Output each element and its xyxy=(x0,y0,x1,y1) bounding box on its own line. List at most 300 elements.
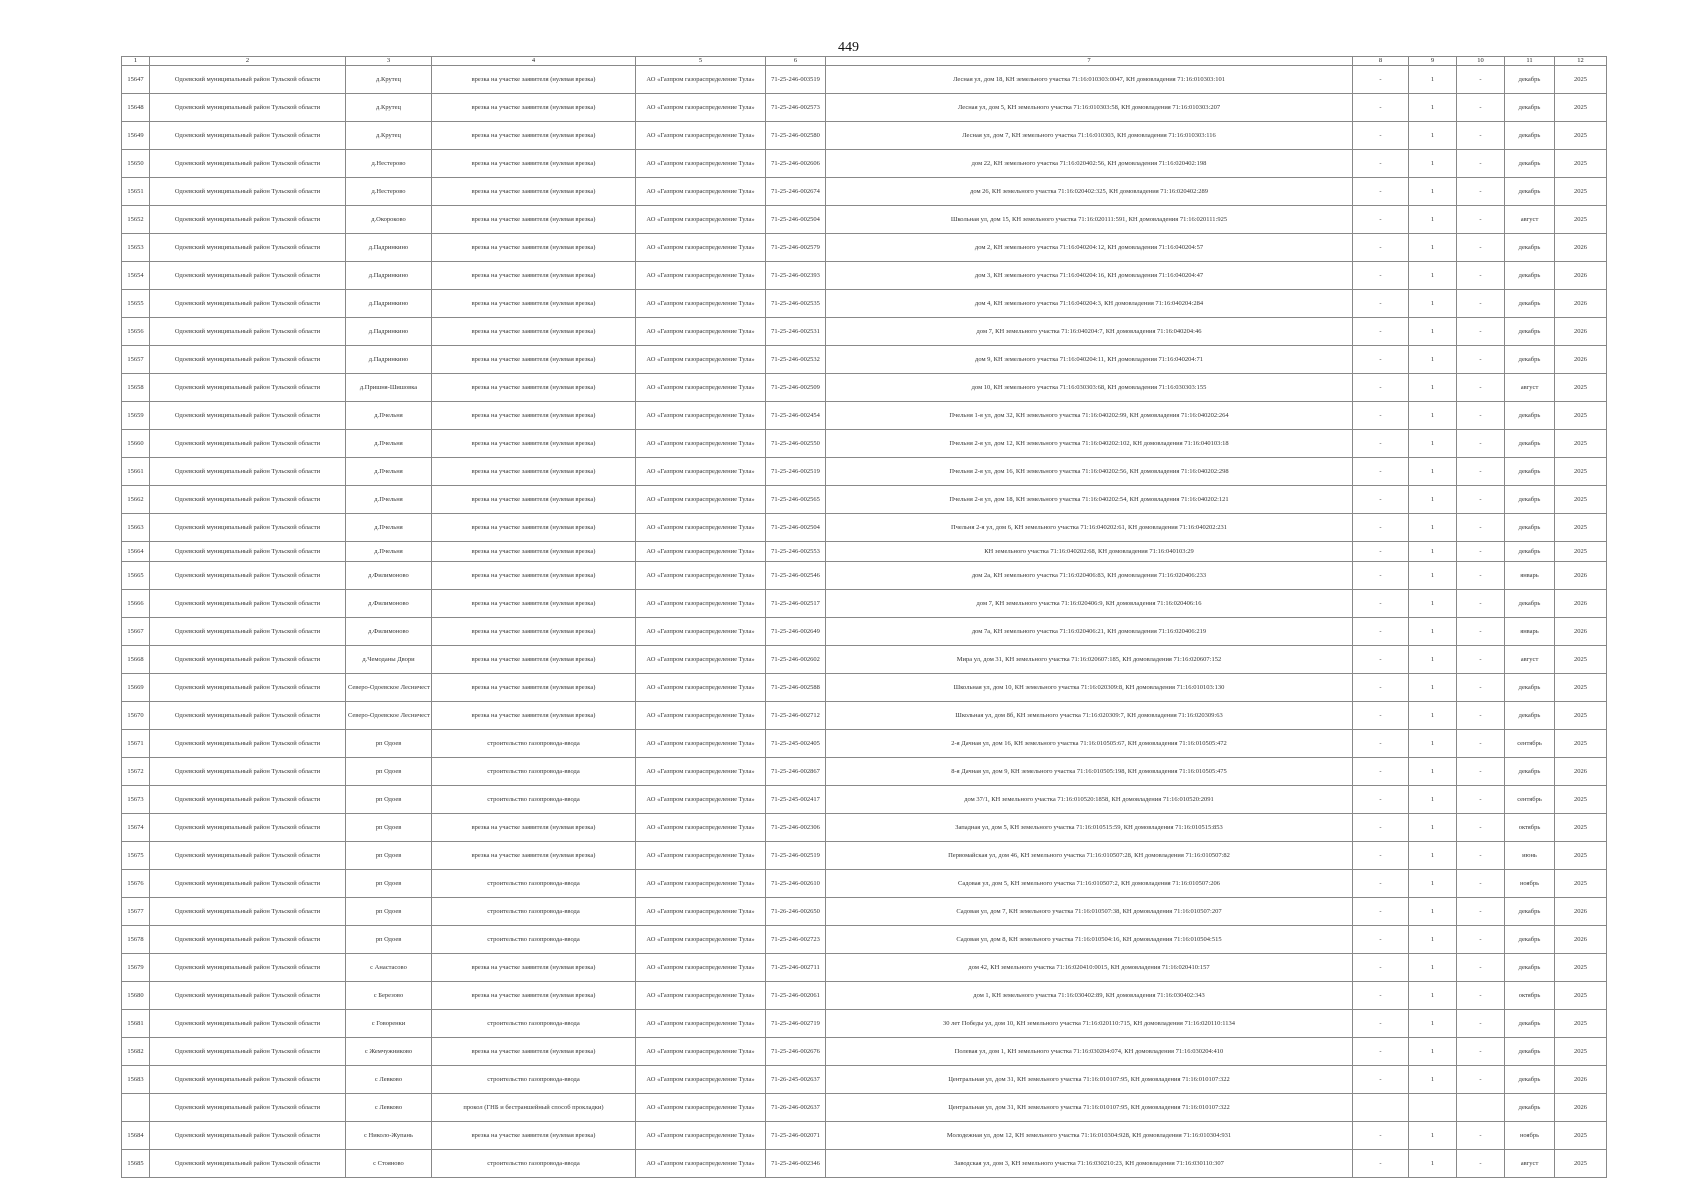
col10-cell: - xyxy=(1457,674,1505,702)
month-cell: январь xyxy=(1505,618,1555,646)
col8-cell: - xyxy=(1353,514,1409,542)
district-cell: Одоевский муниципальный район Тульской области xyxy=(150,542,346,562)
code-cell: 71-25-246-002588 xyxy=(766,674,826,702)
col8-cell: - xyxy=(1353,94,1409,122)
year-cell: 2025 xyxy=(1555,430,1607,458)
work-type-cell: врезка на участке заявителя (нулевая врезка) xyxy=(432,430,636,458)
organization-cell: АО «Газпром газораспределение Тула» xyxy=(636,402,766,430)
month-cell: декабрь xyxy=(1505,898,1555,926)
column-number: 6 xyxy=(766,57,826,66)
col8-cell: - xyxy=(1353,542,1409,562)
col8-cell: - xyxy=(1353,290,1409,318)
district-cell: Одоевский муниципальный район Тульской области xyxy=(150,674,346,702)
year-cell: 2025 xyxy=(1555,954,1607,982)
table-row xyxy=(122,590,1607,618)
work-type-cell: строительство газопровода-ввода xyxy=(432,898,636,926)
quantity-cell: 1 xyxy=(1409,178,1457,206)
col8-cell: - xyxy=(1353,814,1409,842)
work-type-cell: врезка на участке заявителя (нулевая врезка) xyxy=(432,646,636,674)
address-cell: 8-я Дачная ул, дом 9, КН земельного участка 71:16:010505:198, КН домовладения 71:16:010505:475 xyxy=(826,758,1353,786)
work-type-cell: строительство газопровода-ввода xyxy=(432,1066,636,1094)
col10-cell: - xyxy=(1457,94,1505,122)
month-cell: август xyxy=(1505,374,1555,402)
year-cell: 2025 xyxy=(1555,206,1607,234)
col10-cell: - xyxy=(1457,1066,1505,1094)
quantity-cell: 1 xyxy=(1409,514,1457,542)
district-cell: Одоевский муниципальный район Тульской области xyxy=(150,374,346,402)
table-row xyxy=(122,1122,1607,1150)
work-type-cell: врезка на участке заявителя (нулевая врезка) xyxy=(432,346,636,374)
year-cell: 2026 xyxy=(1555,346,1607,374)
address-cell: дом 42, КН земельного участка 71:16:020410:0015, КН домовладения 71:16:020410:157 xyxy=(826,954,1353,982)
address-cell: Пчельня 2-я ул, дом 12, КН земельного участка 71:16:040202:102, КН домовладения 71:16:040103:18 xyxy=(826,430,1353,458)
table-row xyxy=(122,982,1607,1010)
year-cell: 2025 xyxy=(1555,94,1607,122)
organization-cell: АО «Газпром газораспределение Тула» xyxy=(636,1122,766,1150)
month-cell: декабрь xyxy=(1505,542,1555,562)
organization-cell: АО «Газпром газораспределение Тула» xyxy=(636,646,766,674)
address-cell: Пчельня 2-я ул, дом 18, КН земельного участка 71:16:040202:54, КН домовладения 71:16:040202:121 xyxy=(826,486,1353,514)
organization-cell: АО «Газпром газораспределение Тула» xyxy=(636,758,766,786)
address-cell: Западная ул, дом 5, КН земельного участка 71:16:010515:59, КН домовладения 71:16:010515:853 xyxy=(826,814,1353,842)
month-cell: декабрь xyxy=(1505,1010,1555,1038)
month-cell: декабрь xyxy=(1505,262,1555,290)
code-cell: 71-25-246-002723 xyxy=(766,926,826,954)
quantity-cell: 1 xyxy=(1409,150,1457,178)
col10-cell: - xyxy=(1457,290,1505,318)
year-cell: 2026 xyxy=(1555,898,1607,926)
year-cell: 2025 xyxy=(1555,814,1607,842)
quantity-cell: 1 xyxy=(1409,898,1457,926)
address-cell: дом 7, КН земельного участка 71:16:040204:7, КН домовладения 71:16:040204:46 xyxy=(826,318,1353,346)
settlement-cell: д.Филимоново xyxy=(346,562,432,590)
organization-cell: АО «Газпром газораспределение Тула» xyxy=(636,66,766,94)
organization-cell: АО «Газпром газораспределение Тула» xyxy=(636,486,766,514)
row-number: 15680 xyxy=(122,982,150,1010)
code-cell: 71-25-246-002532 xyxy=(766,346,826,374)
settlement-cell: рп Одоев xyxy=(346,898,432,926)
district-cell: Одоевский муниципальный район Тульской области xyxy=(150,758,346,786)
month-cell: декабрь xyxy=(1505,430,1555,458)
code-cell: 71-26-246-002637 xyxy=(766,1094,826,1122)
quantity-cell: 1 xyxy=(1409,430,1457,458)
year-cell: 2025 xyxy=(1555,542,1607,562)
table-row xyxy=(122,150,1607,178)
table-row xyxy=(122,1066,1607,1094)
code-cell: 71-25-246-002573 xyxy=(766,94,826,122)
row-number: 15654 xyxy=(122,262,150,290)
district-cell: Одоевский муниципальный район Тульской области xyxy=(150,898,346,926)
col10-cell: - xyxy=(1457,842,1505,870)
row-number: 15650 xyxy=(122,150,150,178)
year-cell: 2025 xyxy=(1555,870,1607,898)
col10-cell: - xyxy=(1457,954,1505,982)
organization-cell: АО «Газпром газораспределение Тула» xyxy=(636,898,766,926)
col10-cell: - xyxy=(1457,514,1505,542)
district-cell: Одоевский муниципальный район Тульской области xyxy=(150,842,346,870)
settlement-cell: Северо-Одоевское Лесничест xyxy=(346,702,432,730)
code-cell: 71-26-245-002637 xyxy=(766,1066,826,1094)
work-type-cell: врезка на участке заявителя (нулевая врезка) xyxy=(432,66,636,94)
organization-cell: АО «Газпром газораспределение Тула» xyxy=(636,262,766,290)
col8-cell: - xyxy=(1353,982,1409,1010)
column-number: 9 xyxy=(1409,57,1457,66)
col8-cell: - xyxy=(1353,898,1409,926)
row-number: 15667 xyxy=(122,618,150,646)
month-cell: декабрь xyxy=(1505,702,1555,730)
address-cell: Школьная ул, дом 8б, КН земельного участка 71:16:020309:7, КН домовладения 71:16:020309:63 xyxy=(826,702,1353,730)
settlement-cell: д.Пчельня xyxy=(346,486,432,514)
settlement-cell: с Николо-Жупань xyxy=(346,1122,432,1150)
col8-cell: - xyxy=(1353,1038,1409,1066)
quantity-cell: 1 xyxy=(1409,982,1457,1010)
col8-cell: - xyxy=(1353,618,1409,646)
row-number: 15656 xyxy=(122,318,150,346)
year-cell: 2025 xyxy=(1555,842,1607,870)
work-type-cell: строительство газопровода-ввода xyxy=(432,730,636,758)
quantity-cell: 1 xyxy=(1409,402,1457,430)
district-cell: Одоевский муниципальный район Тульской области xyxy=(150,702,346,730)
quantity-cell: 1 xyxy=(1409,702,1457,730)
address-cell: 30 лет Победы ул, дом 10, КН земельного участка 71:16:020110:715, КН домовладения 71:16:020110:1134 xyxy=(826,1010,1353,1038)
organization-cell: АО «Газпром газораспределение Тула» xyxy=(636,430,766,458)
address-cell: Школьная ул, дом 15, КН земельного участка 71:16:020111:591, КН домовладения 71:16:020111:925 xyxy=(826,206,1353,234)
col10-cell: - xyxy=(1457,730,1505,758)
column-number: 11 xyxy=(1505,57,1555,66)
month-cell: август xyxy=(1505,646,1555,674)
row-number: 15663 xyxy=(122,514,150,542)
table-row xyxy=(122,786,1607,814)
work-type-cell: врезка на участке заявителя (нулевая врезка) xyxy=(432,206,636,234)
col10-cell: - xyxy=(1457,898,1505,926)
code-cell: 71-25-246-002519 xyxy=(766,458,826,486)
district-cell: Одоевский муниципальный район Тульской области xyxy=(150,262,346,290)
quantity-cell: 1 xyxy=(1409,234,1457,262)
address-cell: дом 37/1, КН земельного участка 71:16:010520:1858, КН домовладения 71:16:010520:2091 xyxy=(826,786,1353,814)
table-row xyxy=(122,374,1607,402)
quantity-cell: 1 xyxy=(1409,1038,1457,1066)
table-row xyxy=(122,618,1607,646)
col8-cell: - xyxy=(1353,430,1409,458)
settlement-cell: рп Одоев xyxy=(346,814,432,842)
address-cell: дом 1, КН земельного участка 71:16:030402:89, КН домовладения 71:16:030402:343 xyxy=(826,982,1353,1010)
col8-cell: - xyxy=(1353,66,1409,94)
month-cell: декабрь xyxy=(1505,674,1555,702)
year-cell: 2025 xyxy=(1555,786,1607,814)
work-type-cell: врезка на участке заявителя (нулевая врезка) xyxy=(432,514,636,542)
work-type-cell: врезка на участке заявителя (нулевая врезка) xyxy=(432,702,636,730)
work-type-cell: врезка на участке заявителя (нулевая врезка) xyxy=(432,290,636,318)
quantity-cell: 1 xyxy=(1409,290,1457,318)
row-number: 15681 xyxy=(122,1010,150,1038)
settlement-cell: д.Пришня-Шишовка xyxy=(346,374,432,402)
organization-cell: АО «Газпром газораспределение Тула» xyxy=(636,290,766,318)
code-cell: 71-25-246-002061 xyxy=(766,982,826,1010)
month-cell: декабрь xyxy=(1505,758,1555,786)
address-cell: Пчельня 2-я ул, дом 6, КН земельного участка 71:16:040202:61, КН домовладения 71:16:040202:231 xyxy=(826,514,1353,542)
year-cell: 2025 xyxy=(1555,150,1607,178)
organization-cell: АО «Газпром газораспределение Тула» xyxy=(636,590,766,618)
district-cell: Одоевский муниципальный район Тульской области xyxy=(150,402,346,430)
organization-cell: АО «Газпром газораспределение Тула» xyxy=(636,206,766,234)
quantity-cell: 1 xyxy=(1409,122,1457,150)
row-number: 15676 xyxy=(122,870,150,898)
quantity-cell: 1 xyxy=(1409,562,1457,590)
quantity-cell: 1 xyxy=(1409,730,1457,758)
district-cell: Одоевский муниципальный район Тульской области xyxy=(150,458,346,486)
code-cell: 71-25-246-002504 xyxy=(766,206,826,234)
work-type-cell: строительство газопровода-ввода xyxy=(432,1150,636,1178)
month-cell: декабрь xyxy=(1505,318,1555,346)
row-number: 15682 xyxy=(122,1038,150,1066)
district-cell: Одоевский муниципальный район Тульской области xyxy=(150,122,346,150)
quantity-cell: 1 xyxy=(1409,66,1457,94)
quantity-cell: 1 xyxy=(1409,458,1457,486)
organization-cell: АО «Газпром газораспределение Тула» xyxy=(636,842,766,870)
code-cell: 71-25-246-002519 xyxy=(766,842,826,870)
col8-cell xyxy=(1353,1094,1409,1122)
work-type-cell: врезка на участке заявителя (нулевая врезка) xyxy=(432,318,636,346)
row-number: 15647 xyxy=(122,66,150,94)
col8-cell: - xyxy=(1353,702,1409,730)
col8-cell: - xyxy=(1353,842,1409,870)
quantity-cell: 1 xyxy=(1409,206,1457,234)
row-number: 15662 xyxy=(122,486,150,514)
organization-cell: АО «Газпром газораспределение Тула» xyxy=(636,542,766,562)
col10-cell: - xyxy=(1457,1150,1505,1178)
work-type-cell: строительство газопровода-ввода xyxy=(432,926,636,954)
organization-cell: АО «Газпром газораспределение Тула» xyxy=(636,346,766,374)
code-cell: 71-25-246-002454 xyxy=(766,402,826,430)
table-row xyxy=(122,122,1607,150)
col10-cell: - xyxy=(1457,590,1505,618)
work-type-cell: врезка на участке заявителя (нулевая врезка) xyxy=(432,618,636,646)
work-type-cell: врезка на участке заявителя (нулевая врезка) xyxy=(432,122,636,150)
col10-cell: - xyxy=(1457,926,1505,954)
col10-cell: - xyxy=(1457,982,1505,1010)
table-row xyxy=(122,486,1607,514)
year-cell: 2025 xyxy=(1555,674,1607,702)
col10-cell: - xyxy=(1457,486,1505,514)
quantity-cell: 1 xyxy=(1409,1150,1457,1178)
year-cell: 2026 xyxy=(1555,562,1607,590)
settlement-cell: д.Нестерово xyxy=(346,150,432,178)
code-cell: 71-25-245-002405 xyxy=(766,730,826,758)
year-cell: 2025 xyxy=(1555,730,1607,758)
year-cell: 2025 xyxy=(1555,458,1607,486)
col8-cell: - xyxy=(1353,1122,1409,1150)
code-cell: 71-25-246-002711 xyxy=(766,954,826,982)
code-cell: 71-26-246-002650 xyxy=(766,898,826,926)
row-number: 15675 xyxy=(122,842,150,870)
month-cell: ноябрь xyxy=(1505,1122,1555,1150)
month-cell: январь xyxy=(1505,562,1555,590)
row-number: 15679 xyxy=(122,954,150,982)
district-cell: Одоевский муниципальный район Тульской области xyxy=(150,1094,346,1122)
code-cell: 71-25-246-002712 xyxy=(766,702,826,730)
row-number: 15664 xyxy=(122,542,150,562)
col10-cell: - xyxy=(1457,178,1505,206)
col10-cell: - xyxy=(1457,402,1505,430)
organization-cell: АО «Газпром газораспределение Тула» xyxy=(636,702,766,730)
quantity-cell: 1 xyxy=(1409,842,1457,870)
address-cell: Лесная ул, дом 7, КН земельного участка 71:16:010303, КН домовладения 71:16:010303:116 xyxy=(826,122,1353,150)
district-cell: Одоевский муниципальный район Тульской области xyxy=(150,1038,346,1066)
row-number: 15653 xyxy=(122,234,150,262)
year-cell: 2026 xyxy=(1555,590,1607,618)
page-number: 449 xyxy=(838,40,859,55)
column-number: 10 xyxy=(1457,57,1505,66)
settlement-cell: д.Падринкино xyxy=(346,318,432,346)
code-cell: 71-25-246-002580 xyxy=(766,122,826,150)
year-cell: 2025 xyxy=(1555,178,1607,206)
address-cell: дом 4, КН земельного участка 71:16:040204:3, КН домовладения 71:16:040204:284 xyxy=(826,290,1353,318)
col10-cell: - xyxy=(1457,1122,1505,1150)
month-cell: декабрь xyxy=(1505,290,1555,318)
table-row xyxy=(122,646,1607,674)
settlement-cell: с Жемчужниково xyxy=(346,1038,432,1066)
row-number: 15685 xyxy=(122,1150,150,1178)
address-cell: Центральная ул, дом 31, КН земельного участка 71:16:010107:95, КН домовладения 71:16:010107:322 xyxy=(826,1066,1353,1094)
row-number: 15669 xyxy=(122,674,150,702)
table-row xyxy=(122,402,1607,430)
settlement-cell: рп Одоев xyxy=(346,758,432,786)
col10-cell: - xyxy=(1457,66,1505,94)
quantity-cell: 1 xyxy=(1409,374,1457,402)
row-number: 15674 xyxy=(122,814,150,842)
year-cell: 2025 xyxy=(1555,374,1607,402)
quantity-cell: 1 xyxy=(1409,590,1457,618)
organization-cell: АО «Газпром газораспределение Тула» xyxy=(636,1010,766,1038)
address-cell: Пчельня 2-я ул, дом 16, КН земельного участка 71:16:040202:56, КН домовладения 71:16:040202:298 xyxy=(826,458,1353,486)
settlement-cell: д.Чемоданы Двори xyxy=(346,646,432,674)
organization-cell: АО «Газпром газораспределение Тула» xyxy=(636,618,766,646)
month-cell: июнь xyxy=(1505,842,1555,870)
quantity-cell: 1 xyxy=(1409,758,1457,786)
quantity-cell: 1 xyxy=(1409,346,1457,374)
table-row xyxy=(122,814,1607,842)
district-cell: Одоевский муниципальный район Тульской области xyxy=(150,150,346,178)
address-cell: КН земельного участка 71:16:040202:68, КН домовладения 71:16:040103:29 xyxy=(826,542,1353,562)
settlement-cell: с Березово xyxy=(346,982,432,1010)
code-cell: 71-25-246-002535 xyxy=(766,290,826,318)
table-row xyxy=(122,1150,1607,1178)
address-cell: Лесная ул, дом 5, КН земельного участка 71:16:010303:58, КН домовладения 71:16:010303:207 xyxy=(826,94,1353,122)
col8-cell: - xyxy=(1353,1066,1409,1094)
row-number: 15677 xyxy=(122,898,150,926)
table-row xyxy=(122,954,1607,982)
district-cell: Одоевский муниципальный район Тульской области xyxy=(150,1122,346,1150)
quantity-cell: 1 xyxy=(1409,1010,1457,1038)
row-number: 15661 xyxy=(122,458,150,486)
col8-cell: - xyxy=(1353,730,1409,758)
code-cell: 71-25-246-003519 xyxy=(766,66,826,94)
col8-cell: - xyxy=(1353,486,1409,514)
year-cell: 2025 xyxy=(1555,66,1607,94)
quantity-cell: 1 xyxy=(1409,318,1457,346)
table-body xyxy=(122,66,1607,1178)
settlement-cell: д.Крутец xyxy=(346,94,432,122)
row-number: 15649 xyxy=(122,122,150,150)
month-cell: декабрь xyxy=(1505,346,1555,374)
table-row xyxy=(122,1094,1607,1122)
settlement-cell: с Левково xyxy=(346,1066,432,1094)
work-type-cell: врезка на участке заявителя (нулевая врезка) xyxy=(432,842,636,870)
month-cell: сентябрь xyxy=(1505,730,1555,758)
row-number: 15672 xyxy=(122,758,150,786)
settlement-cell: д.Падринкино xyxy=(346,290,432,318)
work-type-cell: врезка на участке заявителя (нулевая врезка) xyxy=(432,374,636,402)
year-cell: 2026 xyxy=(1555,758,1607,786)
col8-cell: - xyxy=(1353,926,1409,954)
year-cell: 2025 xyxy=(1555,1038,1607,1066)
address-cell: Молодежная ул, дом 12, КН земельного участка 71:16:010304:928, КН домовладения 71:16:010304:931 xyxy=(826,1122,1353,1150)
address-cell: дом 10, КН земельного участка 71:16:030303:68, КН домовладения 71:16:030303:155 xyxy=(826,374,1353,402)
code-cell: 71-25-246-002553 xyxy=(766,542,826,562)
row-number: 15660 xyxy=(122,430,150,458)
gasification-table xyxy=(121,56,1607,1178)
settlement-cell: рп Одоев xyxy=(346,870,432,898)
year-cell: 2025 xyxy=(1555,122,1607,150)
district-cell: Одоевский муниципальный район Тульской области xyxy=(150,1066,346,1094)
district-cell: Одоевский муниципальный район Тульской области xyxy=(150,1150,346,1178)
month-cell: декабрь xyxy=(1505,458,1555,486)
row-number: 15668 xyxy=(122,646,150,674)
col8-cell: - xyxy=(1353,870,1409,898)
work-type-cell: строительство газопровода-ввода xyxy=(432,1010,636,1038)
table-row xyxy=(122,898,1607,926)
col10-cell: - xyxy=(1457,206,1505,234)
address-cell: Первомайская ул, дом 46, КН земельного участка 71:16:010507:28, КН домовладения 71:16:010507:82 xyxy=(826,842,1353,870)
col10-cell: - xyxy=(1457,870,1505,898)
month-cell: сентябрь xyxy=(1505,786,1555,814)
address-cell: дом 7, КН земельного участка 71:16:020406:9, КН домовладения 71:16:020406:16 xyxy=(826,590,1353,618)
organization-cell: АО «Газпром газораспределение Тула» xyxy=(636,954,766,982)
work-type-cell: врезка на участке заявителя (нулевая врезка) xyxy=(432,486,636,514)
year-cell: 2025 xyxy=(1555,982,1607,1010)
column-number: 2 xyxy=(150,57,346,66)
column-number: 1 xyxy=(122,57,150,66)
work-type-cell: врезка на участке заявителя (нулевая врезка) xyxy=(432,590,636,618)
settlement-cell: д.Крутец xyxy=(346,122,432,150)
district-cell: Одоевский муниципальный район Тульской области xyxy=(150,94,346,122)
col8-cell: - xyxy=(1353,646,1409,674)
address-cell: дом 26, КН земельного участка 71:16:020402:325, КН домовладения 71:16:020402:289 xyxy=(826,178,1353,206)
settlement-cell: с Стояново xyxy=(346,1150,432,1178)
work-type-cell: врезка на участке заявителя (нулевая врезка) xyxy=(432,1122,636,1150)
table-row xyxy=(122,346,1607,374)
year-cell: 2026 xyxy=(1555,318,1607,346)
row-number: 15671 xyxy=(122,730,150,758)
month-cell: декабрь xyxy=(1505,94,1555,122)
table-row xyxy=(122,234,1607,262)
column-number-row xyxy=(122,57,1607,66)
year-cell: 2026 xyxy=(1555,262,1607,290)
address-cell: Садовая ул, дом 7, КН земельного участка 71:16:010507:38, КН домовладения 71:16:010507:207 xyxy=(826,898,1353,926)
month-cell: декабрь xyxy=(1505,402,1555,430)
col10-cell: - xyxy=(1457,646,1505,674)
table-row xyxy=(122,870,1607,898)
district-cell: Одоевский муниципальный район Тульской области xyxy=(150,1010,346,1038)
col8-cell: - xyxy=(1353,590,1409,618)
col10-cell: - xyxy=(1457,318,1505,346)
column-number: 4 xyxy=(432,57,636,66)
month-cell: октябрь xyxy=(1505,814,1555,842)
table-row xyxy=(122,290,1607,318)
settlement-cell: д.Падринкино xyxy=(346,234,432,262)
address-cell: Пчельня 1-я ул, дом 32, КН земельного участка 71:16:040202:99, КН домовладения 71:16:040202:264 xyxy=(826,402,1353,430)
month-cell: декабрь xyxy=(1505,590,1555,618)
